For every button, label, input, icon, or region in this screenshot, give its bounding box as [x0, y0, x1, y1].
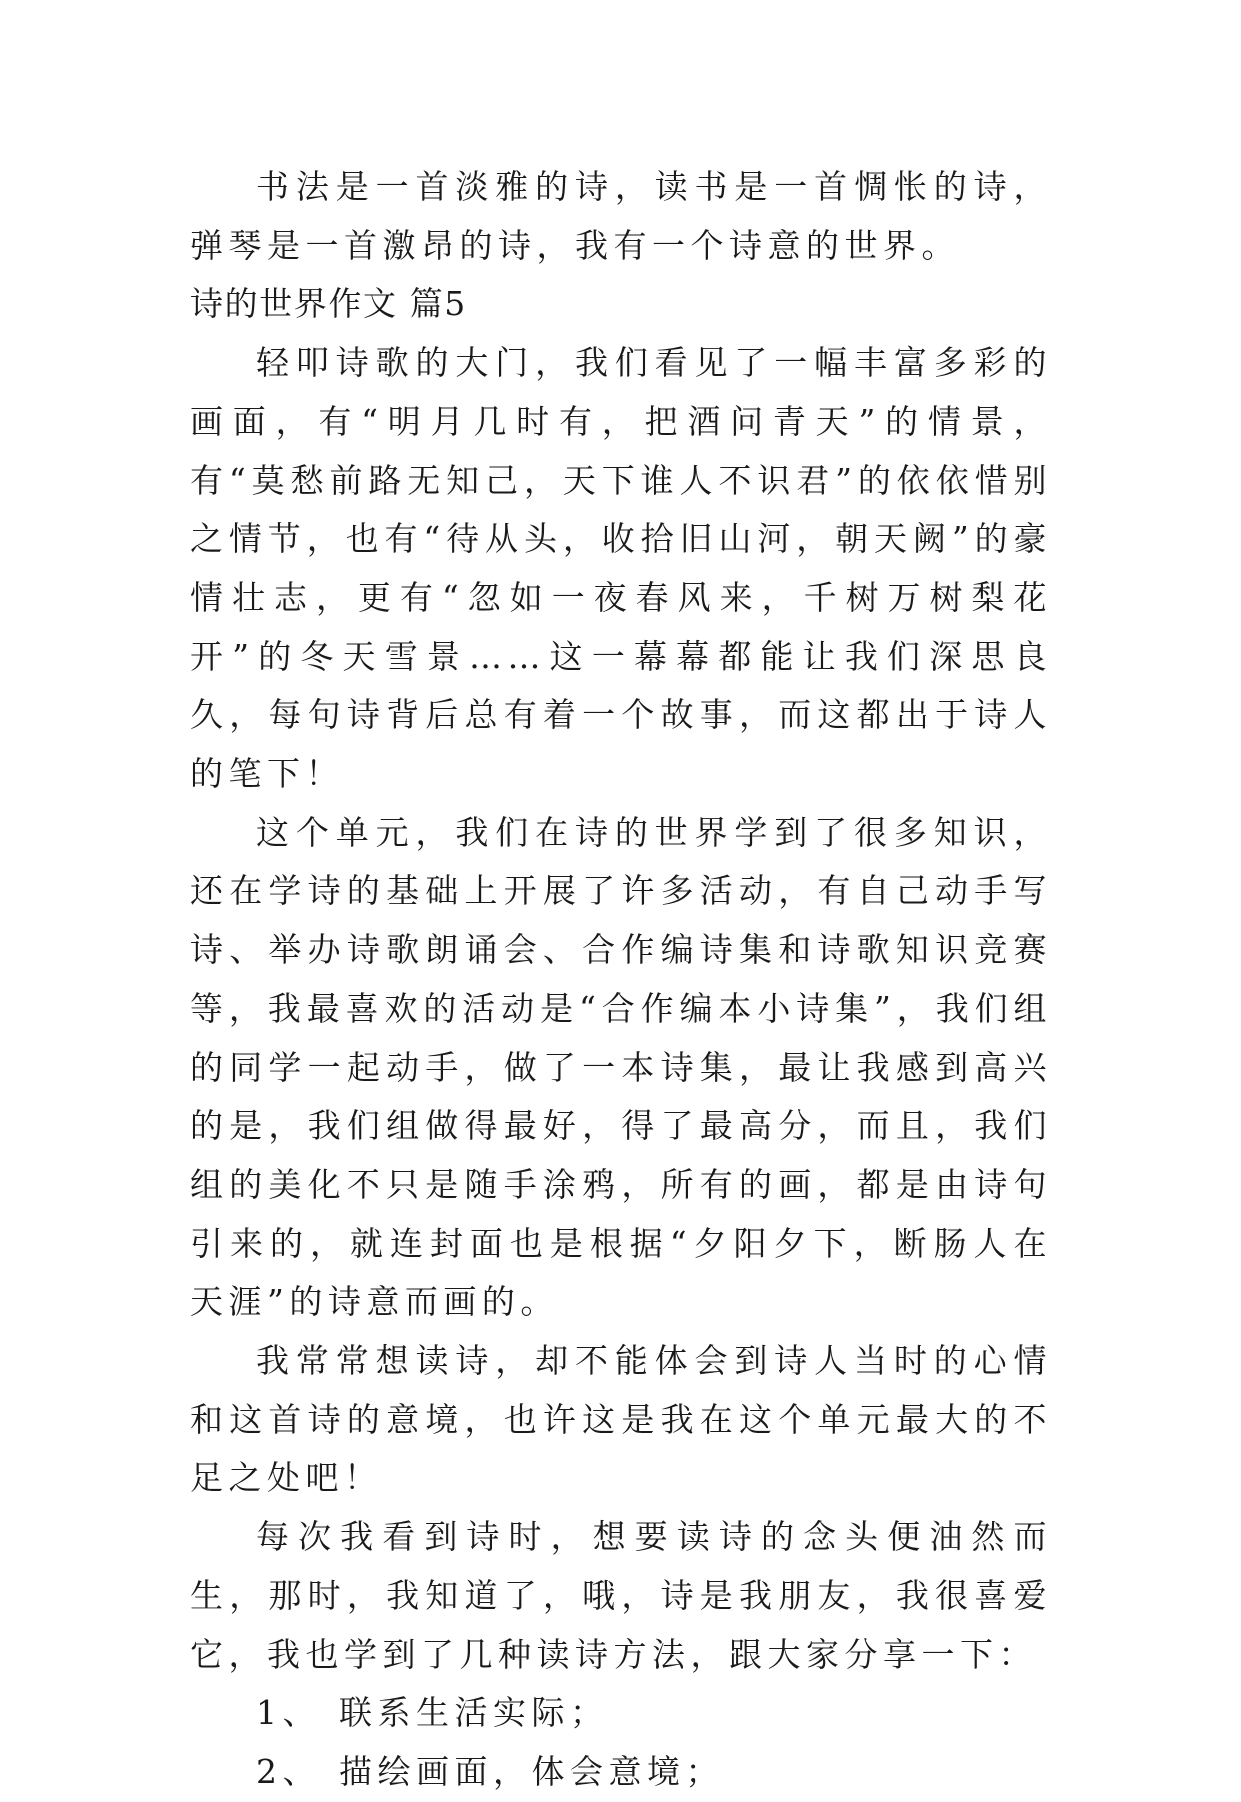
list-item-number: 2、: [256, 1751, 321, 1791]
list-item: [190, 1743, 1052, 1802]
body-paragraph-2: 这个单元，我们在诗的世界学到了很多知识，还在学诗的基础上开展了许多活动，有自己动手写诗、举办诗歌朗诵会、合作编诗集和诗歌知识竞赛等，我最喜欢的活动是“合作编本小诗集”，我们组的同学一起动手，做了一本诗集，最让我感到高兴的是，我们组做得最好，得了最高分，而且，我们组的美化不只是随手涂鸦，所有的画，都是由诗句引来的，就连封面也是根据“夕阳夕下，断肠人在天涯”的诗意而画的。: [190, 812, 1052, 1322]
section-heading: 诗的世界作文 篇5: [190, 284, 467, 324]
list-item-number: 1、: [256, 1693, 321, 1733]
list-item-text: 联系生活实际；: [339, 1693, 609, 1733]
body-paragraph-1: 轻叩诗歌的大门，我们看见了一幅丰富多彩的画面，有“明月几时有，把酒问青天”的情景，有“莫愁前路无知己，天下谁人不识君”的依依惜别之情节，也有“待从头，收拾旧山河，朝天阙”的豪情壮志，更有“忽如一夜春风来，千树万树梨花开”的冬天雪景……这一幕幕都能让我们深思良久，每句诗背后总有着一个故事，而这都出于诗人的笔下！: [190, 343, 1052, 794]
body-paragraph-3: 我常常想读诗，却不能体会到诗人当时的心情和这首诗的意境，也许这是我在这个单元最大的不足之处吧！: [190, 1341, 1052, 1498]
document-body: [190, 158, 1052, 1802]
intro-paragraph: 书法是一首淡雅的诗，读书是一首惆怅的诗，弹琴是一首激昂的诗，我有一个诗意的世界。: [190, 167, 1052, 265]
list-item: [190, 1684, 1052, 1743]
body-paragraph-4: 每次我看到诗时，想要读诗的念头便油然而生，那时，我知道了，哦，诗是我朋友，我很喜爱它，我也学到了几种读诗方法，跟大家分享一下：: [190, 1517, 1052, 1674]
list-item-text: 描绘画面，体会意境；: [339, 1751, 724, 1791]
